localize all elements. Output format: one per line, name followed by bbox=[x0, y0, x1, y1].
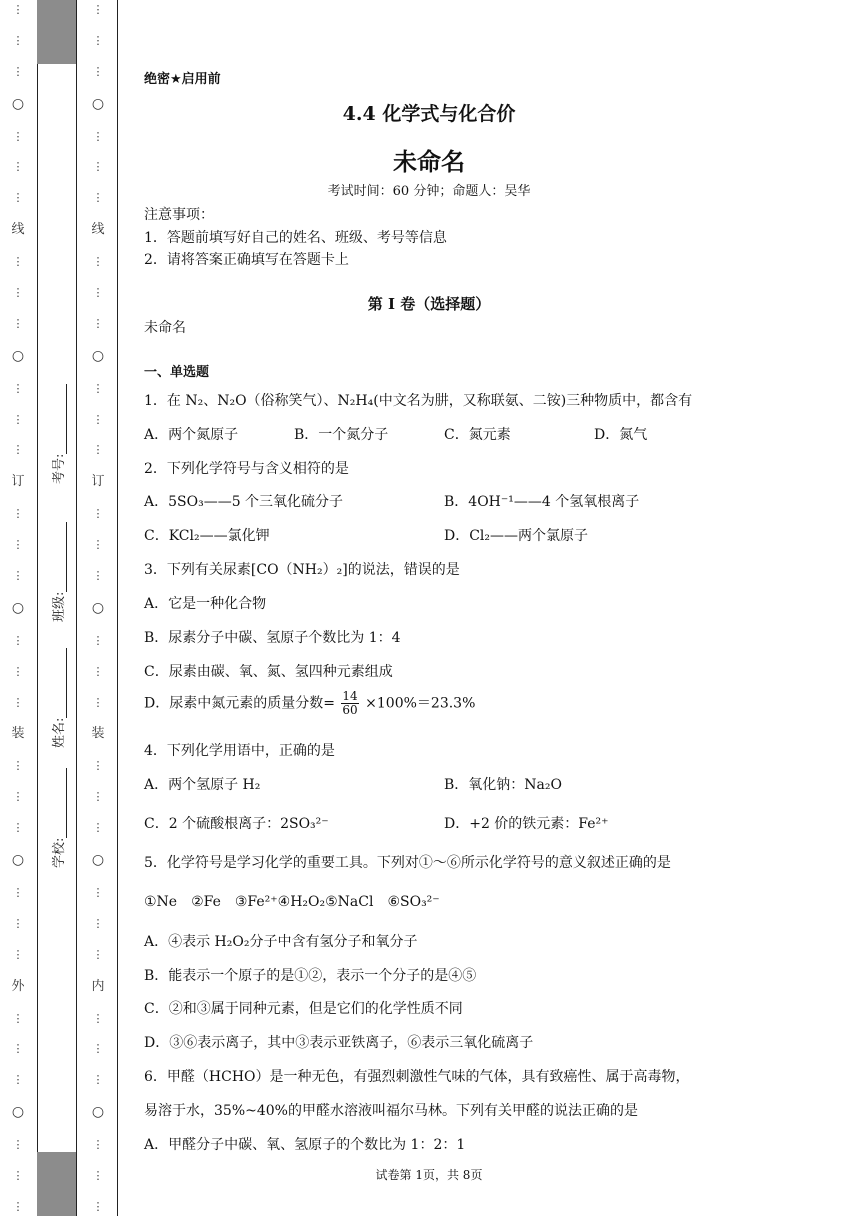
binding-line bbox=[37, 0, 38, 1216]
binding-line bbox=[117, 0, 118, 1216]
option-c[interactable]: C．2 个硫酸根离子：2SO₃²⁻ bbox=[144, 816, 329, 832]
question-stem: 3．下列有关尿素[CO（NH₂）₂]的说法，错误的是 bbox=[144, 562, 460, 578]
outer-dot-column: ⋮ ⋮ ⋮ ○ ⋮ ⋮ ⋮ 线 ⋮ ⋮ ⋮ ○ ⋮ ⋮ ⋮ 订 ⋮ ⋮ ⋮ ○ ⋮ ⋮ ⋮ 装 ⋮ ⋮ ⋮ ○ ⋮ ⋮ ⋮ 外 ⋮ ⋮ ⋮ ○ ⋮ ⋮ ⋮ bbox=[11, 3, 25, 1213]
outer-mark-zhuang: 装 bbox=[11, 726, 25, 742]
option-d[interactable]: D．+2 价的铁元素：Fe²⁺ bbox=[444, 816, 609, 832]
question-stem: 1．在 N₂、N₂O（俗称笑气）、N₂H₄(中文名为肼，又称联氨、二铵)三种物质中，都含有 bbox=[144, 393, 693, 409]
exam-number-label: 考号: bbox=[52, 453, 67, 484]
note-item: 1．答题前填写好自己的姓名、班级、考号等信息 bbox=[144, 230, 447, 246]
part-heading: 一、单选题 bbox=[144, 365, 210, 380]
binding-gray-block-top bbox=[37, 0, 76, 64]
inner-dot-column: ⋮ ⋮ ⋮ ○ ⋮ ⋮ ⋮ 线 ⋮ ⋮ ⋮ ○ ⋮ ⋮ ⋮ 订 ⋮ ⋮ ⋮ ○ ⋮ ⋮ ⋮ 装 ⋮ ⋮ ⋮ ○ ⋮ ⋮ ⋮ 内 ⋮ ⋮ ⋮ ○ ⋮ ⋮ ⋮ bbox=[91, 3, 105, 1213]
exam-number-field[interactable] bbox=[48, 384, 67, 484]
option-a[interactable]: A．甲醛分子中碳、氧、氢原子的个数比为 1：2：1 bbox=[144, 1137, 466, 1153]
school-field[interactable] bbox=[48, 768, 67, 868]
option-a[interactable]: A．5SO₃——5 个三氧化硫分子 bbox=[144, 494, 344, 510]
name-field[interactable] bbox=[48, 648, 67, 748]
inner-mark-ding: 订 bbox=[91, 474, 105, 490]
symbol-list: ①Ne ②Fe ③Fe²⁺④H₂O₂⑤NaCl ⑥SO₃²⁻ bbox=[144, 894, 440, 910]
option-c[interactable]: C．氮元素 bbox=[444, 427, 511, 443]
question-stem: 5．化学符号是学习化学的重要工具。下列对①～⑥所示化学符号的意义叙述正确的是 bbox=[144, 855, 671, 871]
option-c[interactable]: C．KCl₂——氯化钾 bbox=[144, 528, 270, 544]
page-title: 4.4 化学式与化合价 bbox=[342, 103, 516, 125]
question-stem: 2．下列化学符号与含义相符的是 bbox=[144, 461, 349, 477]
school-label: 学校: bbox=[52, 837, 67, 868]
fraction-numerator: 14 bbox=[342, 689, 358, 703]
section-name: 未命名 bbox=[144, 320, 186, 336]
binding-margin bbox=[0, 0, 118, 1216]
option-a[interactable]: A．两个氮原子 bbox=[144, 427, 239, 443]
secret-label: 绝密★启用前 bbox=[144, 72, 221, 87]
page-footer: 试卷第 1页，共 8页 bbox=[375, 1168, 483, 1182]
option-b[interactable]: B．能表示一个原子的是①②，表示一个分子的是④⑤ bbox=[144, 968, 477, 984]
option-d-text: D．尿素中氮元素的质量分数= bbox=[144, 695, 335, 712]
name-label: 姓名: bbox=[52, 717, 67, 748]
notes-heading: 注意事项： bbox=[144, 207, 214, 223]
option-d[interactable]: D．Cl₂——两个氯原子 bbox=[444, 528, 589, 544]
fraction bbox=[341, 690, 358, 717]
exam-info: 考试时间：60 分钟；命题人：吴华 bbox=[327, 184, 531, 199]
option-c[interactable]: C．尿素由碳、氧、氮、氢四种元素组成 bbox=[144, 664, 393, 680]
option-b[interactable]: B．氧化钠：Na₂O bbox=[444, 777, 562, 793]
option-d[interactable]: D．③⑥表示离子，其中③表示亚铁离子，⑥表示三氧化硫离子 bbox=[144, 1035, 534, 1051]
page-subtitle: 未命名 bbox=[393, 148, 465, 176]
outer-mark-wai: 外 bbox=[11, 978, 25, 994]
class-label: 班级: bbox=[52, 591, 67, 622]
question-stem: 4．下列化学用语中，正确的是 bbox=[144, 743, 335, 759]
option-b[interactable]: B．4OH⁻¹——4 个氢氧根离子 bbox=[444, 494, 640, 510]
binding-line bbox=[76, 0, 77, 1216]
option-d[interactable]: D．氮气 bbox=[594, 427, 648, 443]
class-field[interactable] bbox=[48, 522, 67, 622]
section-title: 第 I 卷（选择题） bbox=[367, 295, 491, 313]
question-stem-continued: 易溶于水，35%~40%的甲醛水溶液叫福尔马林。下列有关甲醛的说法正确的是 bbox=[144, 1103, 638, 1119]
outer-mark-ding: 订 bbox=[11, 474, 25, 490]
option-b[interactable]: B．尿素分子中碳、氢原子个数比为 1：4 bbox=[144, 630, 401, 646]
note-item: 2．请将答案正确填写在答题卡上 bbox=[144, 252, 349, 268]
option-b[interactable]: B．一个氮分子 bbox=[294, 427, 389, 443]
inner-mark-zhuang: 装 bbox=[91, 726, 105, 742]
option-a[interactable]: A．④表示 H₂O₂分子中含有氢分子和氧分子 bbox=[144, 934, 418, 950]
binding-gray-block-bottom bbox=[37, 1152, 76, 1216]
inner-mark-nei: 内 bbox=[91, 978, 105, 994]
inner-mark-xian: 线 bbox=[91, 222, 105, 238]
option-a[interactable]: A．两个氢原子 H₂ bbox=[144, 777, 261, 793]
option-c[interactable]: C．②和③属于同种元素，但是它们的化学性质不同 bbox=[144, 1001, 463, 1017]
fraction-tail: ×100%＝23.3% bbox=[365, 695, 476, 712]
option-d[interactable] bbox=[144, 690, 475, 717]
fraction-denominator: 60 bbox=[342, 703, 358, 717]
option-a[interactable]: A．它是一种化合物 bbox=[144, 596, 267, 612]
outer-mark-xian: 线 bbox=[11, 222, 25, 238]
question-stem: 6．甲醛（HCHO）是一种无色，有强烈刺激性气味的气体，具有致癌性、属于高毒物， bbox=[144, 1069, 690, 1085]
